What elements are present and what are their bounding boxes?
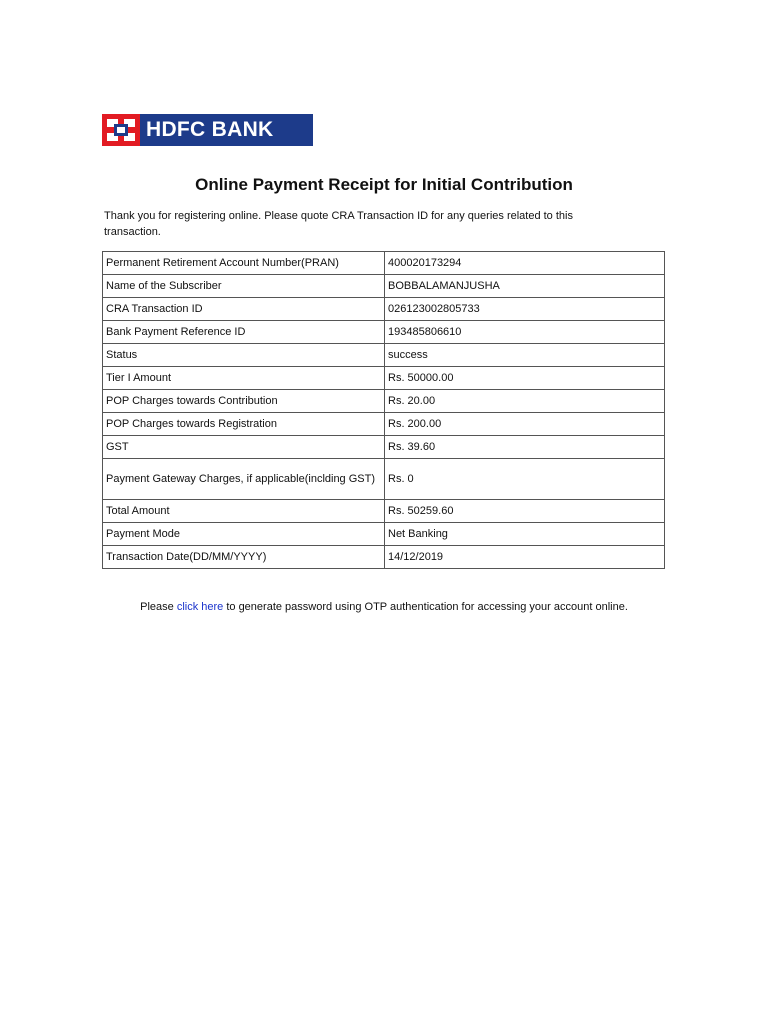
row-value: Rs. 39.60 (385, 436, 665, 459)
row-value: Rs. 0 (385, 459, 665, 500)
row-label: Payment Gateway Charges, if applicable(inclding GST) (103, 459, 385, 500)
table-row (103, 546, 665, 569)
table-row (103, 321, 665, 344)
table-row (103, 413, 665, 436)
table-row (103, 500, 665, 523)
table-row (103, 459, 665, 500)
row-label: Status (103, 344, 385, 367)
row-value: 400020173294 (385, 252, 665, 275)
row-label: Total Amount (103, 500, 385, 523)
row-label: GST (103, 436, 385, 459)
table-row (103, 367, 665, 390)
receipt-table (102, 251, 665, 569)
row-label: Payment Mode (103, 523, 385, 546)
row-label: Bank Payment Reference ID (103, 321, 385, 344)
row-label: Tier I Amount (103, 367, 385, 390)
table-row (103, 252, 665, 275)
row-value: 14/12/2019 (385, 546, 665, 569)
intro-text: Thank you for registering online. Please quote CRA Transaction ID for any queries related to this transaction. (104, 210, 573, 238)
hdfc-bank-logo (102, 114, 313, 146)
row-value: Rs. 20.00 (385, 390, 665, 413)
table-row (103, 436, 665, 459)
table-row (103, 344, 665, 367)
page-title: Online Payment Receipt for Initial Contribution (195, 175, 573, 194)
row-value: Rs. 200.00 (385, 413, 665, 436)
row-value: 193485806610 (385, 321, 665, 344)
footer-text-after: to generate password using OTP authentication for accessing your account online. (223, 601, 628, 613)
row-value: Rs. 50000.00 (385, 367, 665, 390)
table-row (103, 275, 665, 298)
hdfc-logo-mark-icon (102, 114, 140, 146)
row-label: Permanent Retirement Account Number(PRAN) (103, 252, 385, 275)
row-label: Transaction Date(DD/MM/YYYY) (103, 546, 385, 569)
row-value: success (385, 344, 665, 367)
table-row (103, 390, 665, 413)
row-value: 026123002805733 (385, 298, 665, 321)
footer-note (104, 598, 664, 617)
table-row (103, 298, 665, 321)
row-label: POP Charges towards Registration (103, 413, 385, 436)
row-label: POP Charges towards Contribution (103, 390, 385, 413)
row-label: Name of the Subscriber (103, 275, 385, 298)
table-row (103, 523, 665, 546)
row-value: BOBBALAMANJUSHA (385, 275, 665, 298)
row-label: CRA Transaction ID (103, 298, 385, 321)
logo-text: HDFC BANK (140, 114, 313, 146)
click-here-link[interactable]: click here (176, 601, 224, 613)
footer-text-before: Please (140, 601, 177, 613)
row-value: Net Banking (385, 523, 665, 546)
row-value: Rs. 50259.60 (385, 500, 665, 523)
